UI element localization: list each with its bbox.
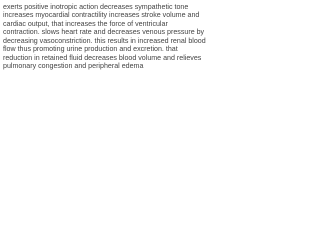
text-line-8: pulmonary congestion and peripheral edema [3, 62, 144, 71]
text-line-3: cardiac output, that increases the force of ventricular [3, 19, 168, 28]
text-line-2: increases myocardial contractility increases stroke volume and [3, 11, 200, 20]
text-line-5: decreasing vasoconstriction. this results in increased renal blood [3, 36, 206, 45]
text-line-4: contraction. slows heart rate and decreases venous pressure by [3, 28, 205, 37]
text-line-1: exerts positive inotropic action decreases sympathetic tone [3, 3, 189, 11]
text-line-7: reduction in retained fluid decreases blood volume and relieves [3, 53, 202, 62]
document-page [0, 0, 235, 88]
body-text [3, 3, 235, 71]
text-line-6: flow thus promoting urine production and excretion. that [3, 45, 178, 54]
